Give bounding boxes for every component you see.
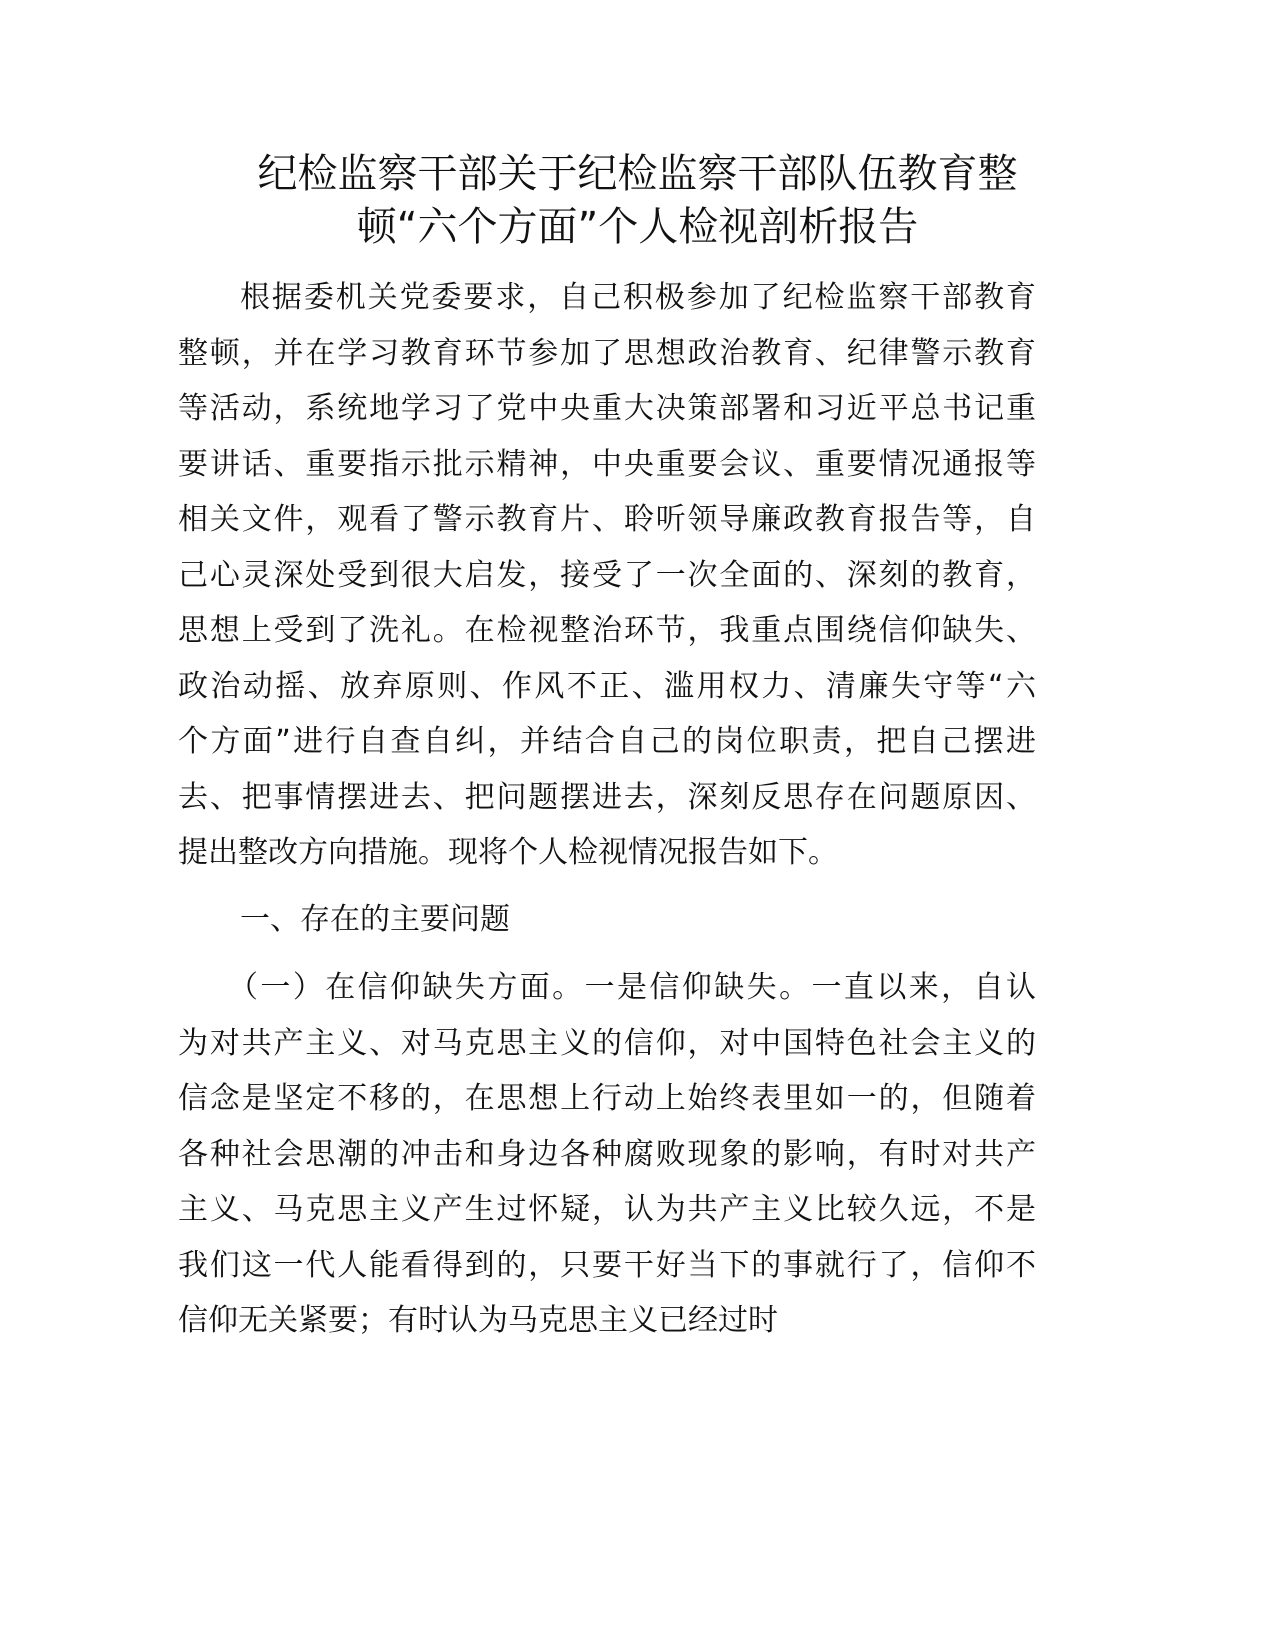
text-line: 思想上受到了洗礼。在检视整治环节，我重点围绕信仰缺失、 [178,613,1036,648]
heading-text: 一、存在的主要问题 [240,902,510,937]
text-line: 要讲话、重要指示批示精神，中央重要会议、重要情况通报等 [178,446,1036,482]
text-line: 相关文件，观看了警示教育片、聆听领导廉政教育报告等，自 [178,502,1036,537]
text-line: 信念是坚定不移的，在思想上行动上始终表里如一的，但随着 [178,1081,1036,1116]
text-line: 主义、马克思主义产生过怀疑，认为共产主义比较久远，不是 [178,1192,1036,1227]
text-line: 各种社会思潮的冲击和身边各种腐败现象的影响，有时对共产 [178,1136,1036,1172]
title-line: 纪检监察干部关于纪检监察干部队伍教育整 [257,151,1018,197]
text-line: 信仰无关紧要；有时认为马克思主义已经过时 [178,1303,778,1338]
text-line: 提出整改方向措施。现将个人检视情况报告如下。 [178,835,838,870]
document-title [150,148,1125,254]
text-line: 去、把事情摆进去、把问题摆进去，深刻反思存在问题原因、 [178,779,1036,815]
text-line: 己心灵深处受到很大启发，接受了一次全面的、深刻的教育， [178,557,1036,593]
text-line: 个方面”进行自查自纠，并结合自己的岗位职责，把自己摆进 [178,724,1036,759]
text-line: （一）在信仰缺失方面。一是信仰缺失。一直以来，自认 [228,970,1036,1005]
paragraph-faith [178,960,1036,1349]
paragraph-intro [178,270,1036,881]
section-heading [178,892,1036,948]
text-line: 为对共产主义、对马克思主义的信仰，对中国特色社会主义的 [178,1025,1036,1061]
title-line: 顿“六个方面”个人检视剖析报告 [356,204,919,250]
text-line: 政治动摇、放弃原则、作风不正、滥用权力、清廉失守等“六 [178,668,1036,704]
text-line: 整顿，并在学习教育环节参加了思想政治教育、纪律警示教育 [178,335,1036,371]
text-line: 我们这一代人能看得到的，只要干好当下的事就行了，信仰不 [178,1247,1036,1283]
text-line: 等活动，系统地学习了党中央重大决策部署和习近平总书记重 [178,391,1036,426]
text-line: 根据委机关党委要求，自己积极参加了纪检监察干部教育 [240,280,1036,315]
